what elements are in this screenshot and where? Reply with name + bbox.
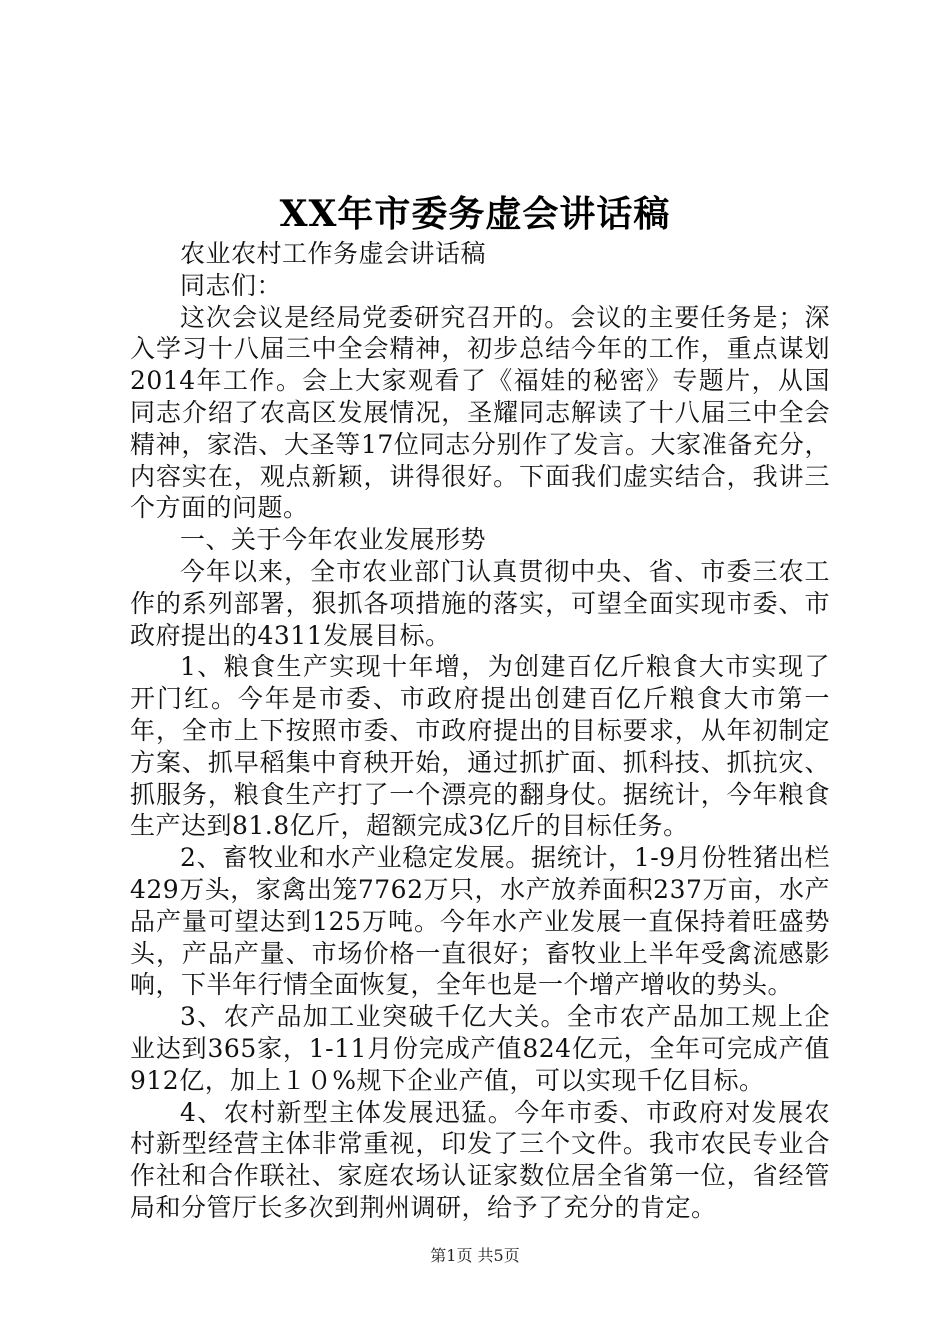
document-title: XX年市委务虚会讲话稿 — [279, 193, 671, 235]
body-paragraph: 今年以来，全市农业部门认真贯彻中央、省、市委三农工作的系列部署，狠抓各项措施的落实，可望全面实现市委、市政府提出的4311发展目标。 — [130, 556, 830, 650]
body-paragraph: 2、畜牧业和水产业稳定发展。据统计，1-9月份牲猪出栏429万头，家禽出笼7762万只，水产放养面积237万亩，水产品产量可望达到125万吨。今年水产业发展一直保持着旺盛势头，产品产量、市场价格一直很好；畜牧业上半年受禽流感影响，下半年行情全面恢复，全年也是一个增产增收的势头。 — [130, 843, 830, 1000]
body-paragraph: 3、农产品加工业突破千亿大关。全市农产品加工规上企业达到365家，1-11月份完成产值824亿元，全年可完成产值912亿，加上１０%规下企业产值，可以实现千亿目标。 — [130, 1002, 830, 1095]
salutation-paragraph: 同志们： — [180, 270, 283, 300]
document-body — [130, 238, 830, 1224]
page-number-footer: 第1页 共5页 — [430, 1246, 520, 1265]
body-paragraph: 这次会议是经局党委研究召开的。会议的主要任务是；深入学习十八届三中全会精神，初步总结今年的工作，重点谋划2014年工作。会上大家观看了《福娃的秘密》专题片，从国同志介绍了农高区发展情况，圣耀同志解读了十八届三中全会精神，家浩、大圣等17位同志分别作了发言。大家准备充分，内容实在，观点新颖，讲得很好。下面我们虚实结合，我讲三个方面的问题。 — [130, 302, 830, 523]
body-paragraph: 4、农村新型主体发展迅猛。今年市委、市政府对发展农村新型经营主体非常重视，印发了三个文件。我市农民专业合作社和合作联社、家庭农场认证家数位居全省第一位，省经管局和分管厅长多次到荆州调研，给予了充分的肯定。 — [130, 1097, 830, 1222]
body-paragraph: 1、粮食生产实现十年增，为创建百亿斤粮食大市实现了开门红。今年是市委、市政府提出创建百亿斤粮食大市第一年，全市上下按照市委、市政府提出的目标要求，从年初制定方案、抓早稻集中育秧开始，通过抓扩面、抓科技、抓抗灾、抓服务，粮食生产打了一个漂亮的翻身仗。据统计，今年粮食生产达到81.8亿斤，超额完成3亿斤的目标任务。 — [130, 652, 830, 841]
subtitle-paragraph: 农业农村工作务虚会讲话稿 — [180, 239, 487, 268]
section-heading: 一、关于今年农业发展形势 — [180, 525, 487, 555]
